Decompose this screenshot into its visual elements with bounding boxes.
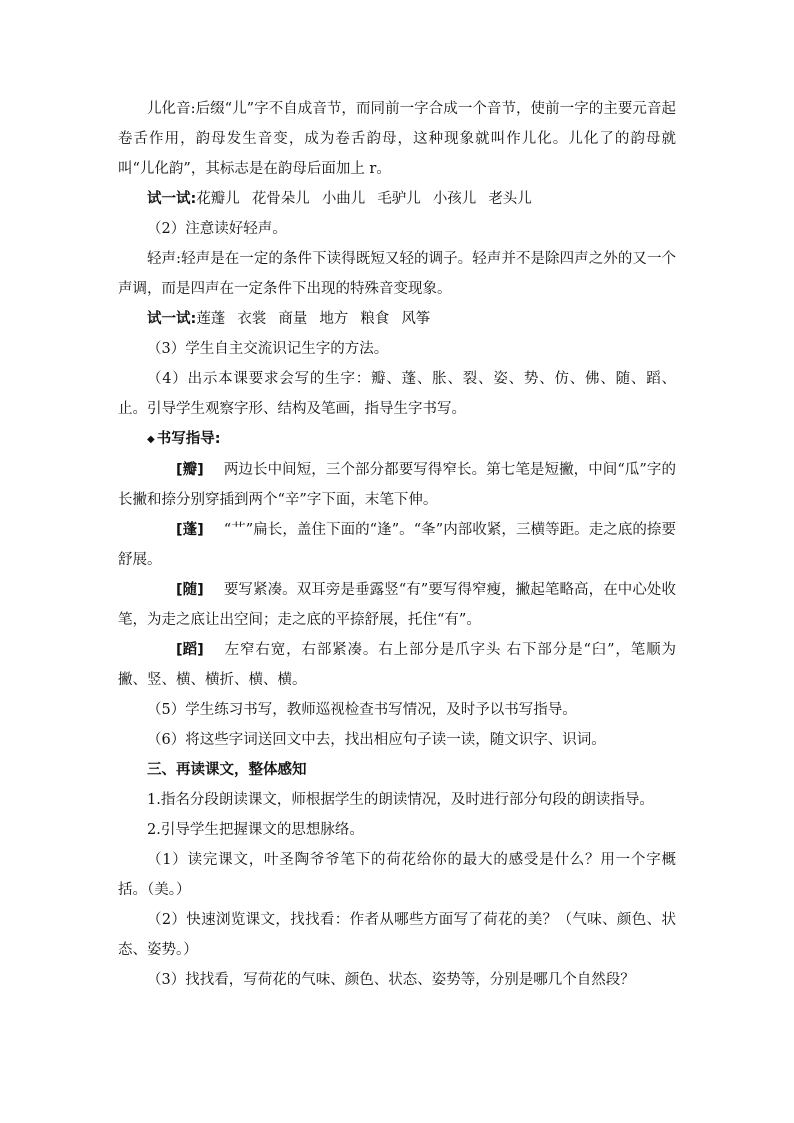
practice-word: 花骨朵儿 [251, 191, 310, 207]
question-1: （1）读完课文，叶圣陶爷爷笔下的荷花给你的最大的感受是什么？用一个字概括。（美。） [118, 852, 676, 898]
char-guide-peng [118, 515, 676, 575]
practice-word: 花瓣儿 [196, 191, 240, 207]
char-guide-text: “艹”扁长，盖住下面的“逢”。“夆”内部收紧，三横等距。走之底的捺要舒展。 [118, 522, 676, 568]
try-label: 试一试: [147, 311, 197, 327]
char-mark: [蓬] [176, 522, 204, 538]
practice-word: 毛驴儿 [377, 191, 421, 207]
practice-word: 老头儿 [488, 191, 532, 207]
char-guide-dao [118, 635, 676, 695]
diamond-bullet-icon: ◆ [147, 434, 155, 445]
question-2: （2）快速浏览课文，找找看：作者从哪些方面写了荷花的美？（气味、颜色、状态、姿势。） [118, 912, 676, 958]
erhua-label: 儿化音: [147, 101, 196, 117]
char-guide-text: 两边长中间短，三个部分都要写得窄长。第七笔是短撇，中间“瓜”字的长撇和捺分别穿插到两个“辛”字下面，末笔下伸。 [118, 462, 676, 508]
try-qingsheng-words [118, 304, 676, 334]
try-label: 试一试: [147, 191, 197, 207]
char-guide-ban [118, 455, 676, 515]
char-guide-sui [118, 575, 676, 635]
practice-word: 莲蓬 [196, 311, 226, 327]
writing-guide-heading [118, 424, 676, 455]
section3-step-1: 1.指名分段朗读课文，师根据学生的朗读情况，及时进行部分句段的朗读指导。 [147, 792, 654, 808]
char-mark: [随] [176, 582, 204, 598]
qingsheng-text: 轻声是在一定的条件下读得既短又轻的调子。轻声并不是除四声之外的又一个声调，而是四声在一定条件下出现的特殊音变现象。 [118, 251, 677, 297]
question-3: （3）找找看，写荷花的气味、颜色、状态、姿势等，分别是哪几个自然段？ [147, 972, 635, 988]
erhua-paragraph [118, 94, 676, 184]
step-6: （6）将这些字词送回文中去，找出相应句子读一读，随文识字、识词。 [147, 732, 606, 748]
char-guide-text: 左窄右宽，右部紧凑。右上部分是爪字头 右下部分是“臼”，笔顺为撇、竖、横、横折、横、横。 [118, 642, 676, 688]
practice-word: 小孩儿 [432, 191, 477, 207]
try-erhua-words [118, 184, 676, 214]
char-mark: [蹈] [176, 642, 204, 658]
practice-word: 小曲儿 [321, 191, 366, 207]
char-mark: [瓣] [176, 462, 204, 478]
qingsheng-label: 轻声: [147, 251, 182, 267]
practice-word: 风筝 [401, 311, 431, 327]
practice-word: 地方 [319, 311, 349, 327]
step-4: （4）出示本课要求会写的生字：瓣、蓬、胀、裂、姿、势、仿、佛、随、蹈、止。引导学生观察字形、结构及笔画，指导生字书写。 [118, 371, 676, 417]
section3-step-2: 2.引导学生把握课文的思想脉络。 [147, 822, 364, 838]
step-5: （5）学生练习书写，教师巡视检查书写情况，及时予以书写指导。 [147, 702, 577, 718]
erhua-text: 后缀“儿”字不自成音节，而同前一字合成一个音节，使前一字的主要元音起卷舌作用，韵母发生音变，成为卷舌韵母，这种现象就叫作儿化。儿化了的韵母就叫“儿化韵”，其标志是在韵母后面加上 r。 [118, 101, 676, 177]
step-2: （2）注意读好轻声。 [147, 221, 287, 237]
practice-word: 衣裳 [237, 311, 267, 327]
practice-word: 粮食 [360, 311, 390, 327]
practice-word: 商量 [278, 311, 308, 327]
char-guide-text: 要写紧凑。双耳旁是垂露竖“有”要写得窄瘦，撇起笔略高，在中心处收笔，为走之底让出空间；走之底的平捺舒展，托住“有”。 [118, 582, 676, 628]
section-heading: 三、再读课文，整体感知 [147, 762, 307, 778]
writing-guide-title: 书写指导: [156, 431, 221, 447]
document-body [118, 94, 676, 995]
qingsheng-paragraph [118, 244, 676, 304]
step-3: （3）学生自主交流识记生字的方法。 [147, 341, 389, 357]
